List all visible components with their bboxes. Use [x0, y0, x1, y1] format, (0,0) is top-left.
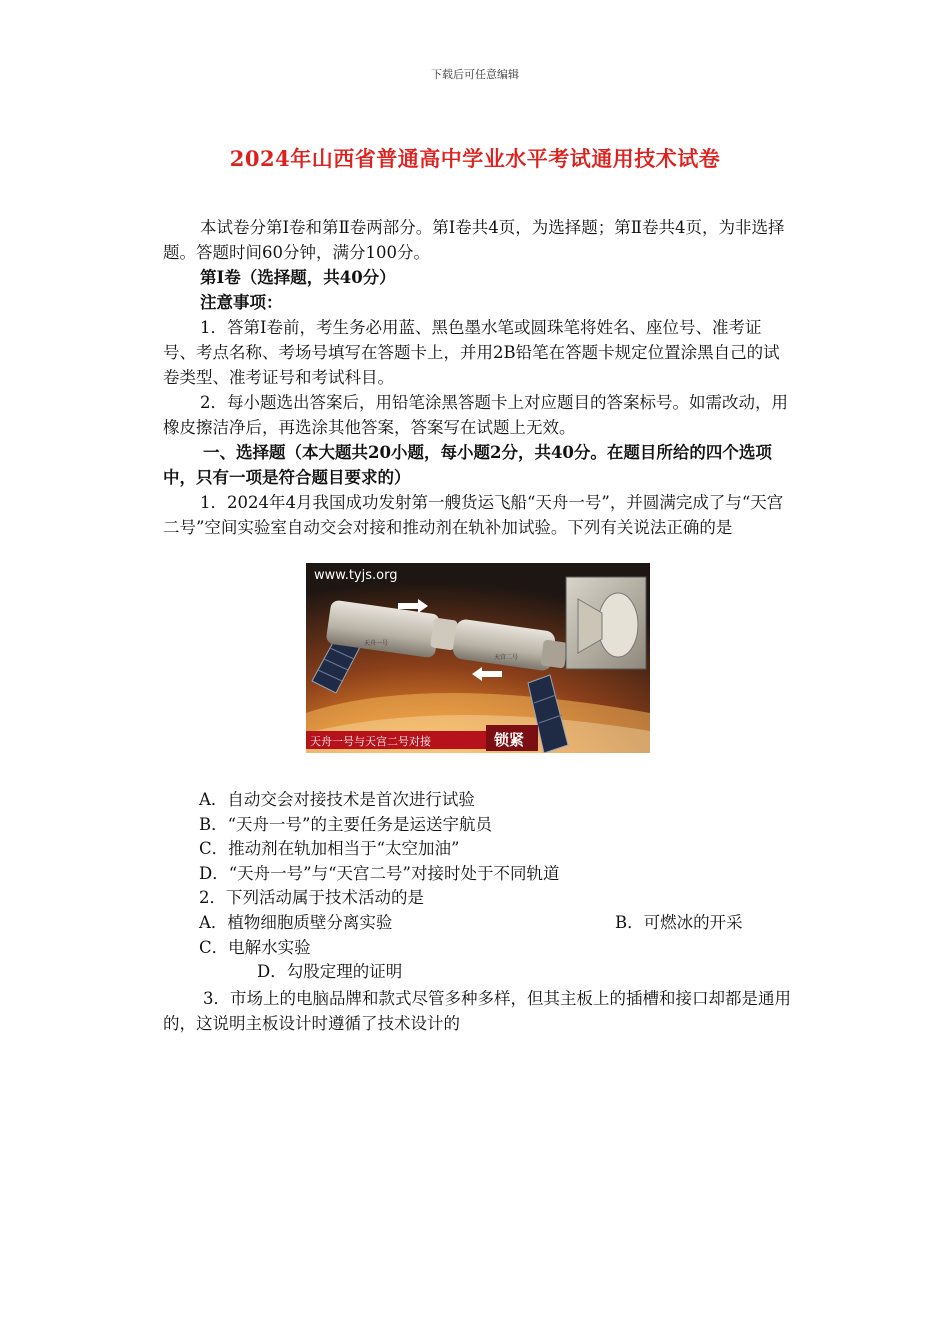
- question-3: [163, 986, 793, 1036]
- part1-heading: 一、选择题（本大题共20小题，每小题2分，共40分。在题目所给的四个选项中，只有一项是符合题目要求的）: [163, 443, 772, 487]
- figure-watermark: www.tyjs.org: [314, 568, 398, 583]
- notice-item-2: 2．每小题选出答案后，用铅笔涂黑答题卡上对应题目的答案标号。如需改动，用橡皮擦洁净后，再选涂其他答案，答案写在试题上无效。: [163, 393, 788, 437]
- notice-heading: 注意事项：: [200, 293, 283, 312]
- module-label-2: 天宫二号: [494, 654, 519, 661]
- question-3-stem: 3．市场上的电脑品牌和款式尽管多种多样，但其主板上的插槽和接口却都是通用的，这说明主板设计时遵循了技术设计的: [163, 989, 791, 1033]
- section1-heading: 第Ⅰ卷（选择题，共40分）: [200, 268, 396, 287]
- figure-tag: 锁紧: [494, 731, 525, 749]
- q1-option-b: B．“天舟一号”的主要任务是运送宇航员: [199, 814, 492, 834]
- q1-option-a: A．自动交会对接技术是首次进行试验: [199, 790, 475, 809]
- notice-item-1: 1．答第Ⅰ卷前，考生务必用蓝、黑色墨水笔或圆珠笔将姓名、座位号、准考证号、考点名称、考场号填写在答题卡上，并用2B铅笔在答题卡规定位置涂黑自己的试卷类型、准考证号和考试科目。: [163, 318, 780, 387]
- question-1-stem: 1．2024年4月我国成功发射第一艘货运飞船“天舟一号”，并圆满完成了与“天宫二号”空间实验室自动交会对接和推动剂在轨补加试验。下列有关说法正确的是: [163, 493, 784, 537]
- q1-option-d: D．“天舟一号”与“天宫二号”对接时处于不同轨道: [199, 863, 560, 883]
- module-label-1: 天舟一号: [364, 640, 389, 647]
- docking-illustration: [306, 563, 650, 753]
- q1-option-c: C．推动剂在轨加相当于“太空加油”: [199, 839, 460, 859]
- page-title: 2024年山西省普通高中学业水平考试通用技术试卷: [229, 146, 721, 171]
- question-2-stem: 2．下列活动属于技术活动的是: [199, 888, 424, 908]
- q2-options-row-1: [199, 911, 799, 936]
- q2-option-b: B．可燃冰的开采: [615, 912, 743, 932]
- q2-option-d: D．勾股定理的证明: [257, 962, 403, 982]
- q2-option-c: C．电解水实验: [199, 937, 311, 957]
- question-options: [199, 788, 799, 985]
- q2-option-a: A．植物细胞质壁分离实验: [199, 912, 393, 932]
- header-note: 下载后可任意编辑: [431, 68, 519, 81]
- docking-figure: [306, 563, 650, 753]
- figure-caption: 天舟一号与天宫二号对接: [310, 735, 431, 748]
- intro-paragraph: 本试卷分第Ⅰ卷和第Ⅱ卷两部分。第Ⅰ卷共4页，为选择题；第Ⅱ卷共4页，为非选择题。答题时间60分钟，满分100分。: [163, 218, 785, 262]
- instructions-block: [163, 215, 788, 540]
